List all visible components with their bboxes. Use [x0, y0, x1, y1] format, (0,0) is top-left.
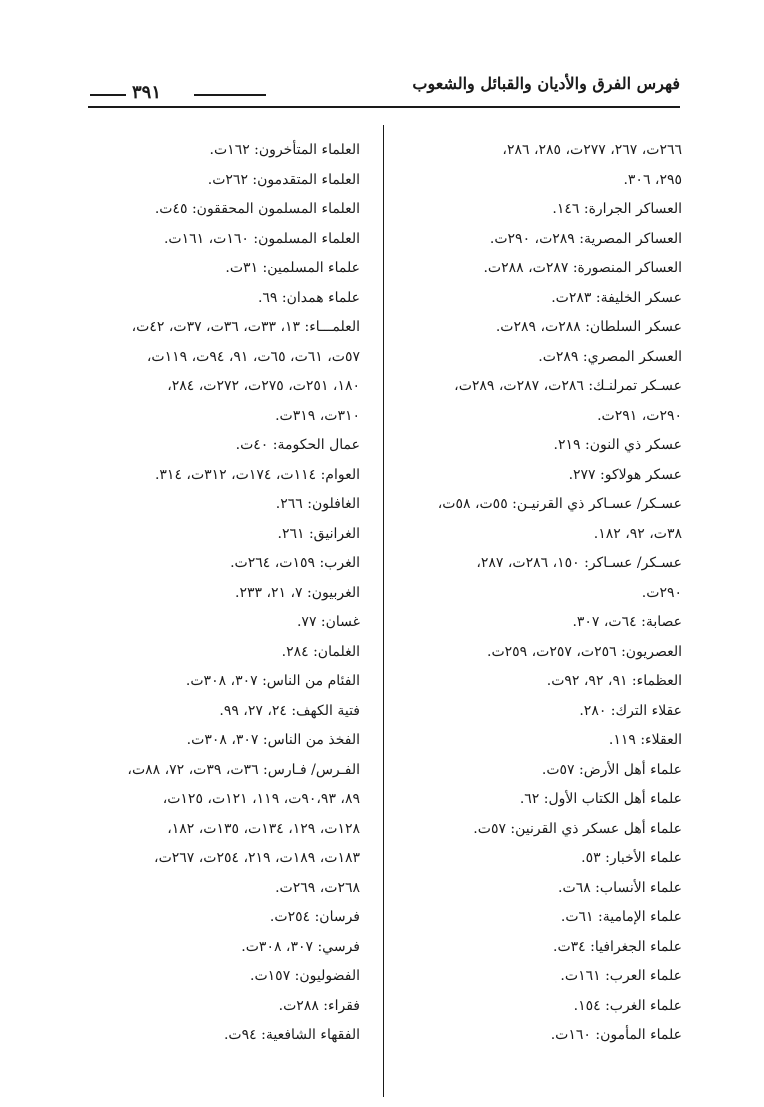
index-entry: علماء الغرب: ١٥٤.: [573, 997, 682, 1014]
index-column-left: [70, 136, 360, 1051]
index-entry: ٢٩٠ت.: [641, 584, 682, 601]
index-entry: الفضوليون: ١٥٧ت.: [250, 968, 360, 984]
index-entry: العساكر الجرارة: ١٤٦.: [552, 201, 682, 217]
index-entry: فرسي: ٣٠٧، ٣٠٨ت.: [241, 938, 360, 955]
index-entry: الفقهاء الشافعية: ٩٤ت.: [223, 1027, 360, 1043]
index-column-right: [392, 136, 682, 1051]
index-entry: علماء الأخبار: ٥٣.: [581, 850, 682, 866]
index-entry: العلماء المسلمون: ١٦٠ت، ١٦١ت.: [163, 230, 360, 247]
index-entry: العسكر المصري: ٢٨٩ت.: [538, 348, 682, 365]
index-entry: علماء أهل الكتاب الأول: ٦٢.: [519, 791, 682, 807]
running-title: فهرس الفرق والأديان والقبائل والشعوب: [412, 74, 680, 93]
index-entry: الغلمان: ٢٨٤.: [281, 643, 360, 660]
index-entry: ٢٦٨ت، ٢٦٩ت.: [275, 879, 360, 896]
index-entry: ١٨٣ت، ١٨٩ت، ٢١٩، ٢٥٤ت، ٢٦٧ت،: [154, 850, 360, 866]
index-entry: عقلاء الترك: ٢٨٠.: [579, 702, 682, 719]
index-entry: علماء الجغرافيا: ٣٤ت.: [553, 938, 682, 955]
index-entry: الفخذ من الناس: ٣٠٧، ٣٠٨ت.: [186, 732, 360, 748]
index-entry: ٢٩٠ت، ٢٩١ت.: [597, 407, 682, 424]
index-entry: ٢٦٦ت، ٢٦٧، ٢٧٧ت، ٢٨٥، ٢٨٦،: [502, 142, 682, 158]
index-entry: غسان: ٧٧.: [296, 614, 360, 630]
index-entry: العساكر المنصورة: ٢٨٧ت، ٢٨٨ت.: [483, 260, 682, 276]
index-entry: العظماء: ٩١، ٩٢، ٩٢ت.: [546, 673, 682, 689]
index-entry: علماء أهل عسكر ذي القرنين: ٥٧ت.: [473, 820, 682, 837]
page-number: ٣٩١: [128, 82, 165, 103]
index-entry: ٣٨ت، ٩٢، ١٨٢.: [593, 525, 682, 542]
index-entry: علماء العرب: ١٦١ت.: [560, 968, 682, 984]
index-entry: العلماء المتأخرون: ١٦٢ت.: [209, 142, 360, 158]
index-entry: ٣١٠ت، ٣١٩ت.: [275, 407, 360, 424]
index-entry: عسكر السلطان: ٢٨٨ت، ٢٨٩ت.: [495, 319, 682, 335]
index-entry: علماء الأنساب: ٦٨ت.: [558, 879, 682, 896]
page-number-rule-right: [194, 94, 266, 96]
index-entry: ٢٩٥، ٣٠٦.: [623, 171, 682, 188]
index-entry: العساكر المصرية: ٢٨٩ت، ٢٩٠ت.: [489, 230, 682, 247]
header-rule: [88, 106, 680, 108]
column-divider: [383, 125, 384, 1097]
index-entry: العلمـــاء: ١٣، ٣٣ت، ٣٦ت، ٣٧ت، ٤٢ت،: [131, 319, 360, 335]
index-entry: عسـكر تمرلنـك: ٢٨٦ت، ٢٨٧ت، ٢٨٩ت،: [454, 378, 682, 394]
index-entry: عسكر ذي النون: ٢١٩.: [553, 437, 682, 453]
index-entry: العصريون: ٢٥٦ت، ٢٥٧ت، ٢٥٩ت.: [487, 643, 682, 660]
index-entry: عسكر هولاكو: ٢٧٧.: [568, 466, 682, 483]
index-entry: فتية الكهف: ٢٤، ٢٧، ٩٩.: [219, 702, 360, 719]
index-entry: فرسان: ٢٥٤ت.: [269, 909, 360, 925]
index-entry: عسكر الخليفة: ٢٨٣ت.: [551, 289, 682, 306]
index-entry: العلماء المتقدمون: ٢٦٢ت.: [207, 171, 360, 188]
index-entry: عصابة: ٦٤ت، ٣٠٧.: [572, 614, 682, 630]
page-number-rule-left: [90, 94, 126, 96]
index-entry: الغربيون: ٧، ٢١، ٢٣٣.: [235, 584, 360, 601]
index-entry: علماء همدان: ٦٩.: [257, 289, 360, 306]
index-entry: فقراء: ٢٨٨ت.: [278, 997, 360, 1014]
index-entry: علماء الإمامية: ٦١ت.: [560, 909, 682, 925]
index-entry: الغافلون: ٢٦٦.: [275, 496, 360, 512]
index-entry: عسـكر/ عسـاكر: ١٥٠، ٢٨٦ت، ٢٨٧،: [476, 555, 682, 571]
index-entry: ١٢٨ت، ١٢٩، ١٣٤ت، ١٣٥ت، ١٨٢،: [167, 820, 360, 837]
index-entry: العوام: ١١٤ت، ١٧٤ت، ٣١٢ت، ٣١٤.: [154, 466, 360, 483]
page-header: [88, 70, 680, 110]
index-entry: ١٨٠، ٢٥١ت، ٢٧٥ت، ٢٧٢ت، ٢٨٤،: [167, 378, 360, 394]
index-entry: عمال الحكومة: ٤٠ت.: [235, 437, 360, 453]
index-entry: ٥٧ت، ٦١ت، ٦٥ت، ٩١، ٩٤ت، ١١٩ت،: [146, 348, 360, 365]
index-entry: علماء المأمون: ١٦٠ت.: [550, 1027, 682, 1043]
index-entry: عسـكر/ عسـاكر ذي القرنيـن: ٥٥ت، ٥٨ت،: [437, 496, 682, 512]
index-entry: الفـرس/ فـارس: ٣٦ت، ٣٩ت، ٧٢، ٨٨ت،: [127, 761, 360, 778]
index-entry: ٨٩، ٩٠،٩٣ت، ١١٩، ١٢١ت، ١٢٥ت،: [162, 791, 360, 807]
index-entry: الغرب: ١٥٩ت، ٢٦٤ت.: [230, 555, 360, 571]
index-entry: علماء أهل الأرض: ٥٧ت.: [541, 761, 682, 778]
index-entry: علماء المسلمين: ٣١ت.: [225, 260, 360, 276]
index-entry: العقلاء: ١١٩.: [608, 732, 682, 748]
index-entry: الغرانيق: ٢٦١.: [277, 525, 360, 542]
index-entry: العلماء المسلمون المحققون: ٤٥ت.: [154, 201, 360, 217]
index-entry: الفئام من الناس: ٣٠٧، ٣٠٨ت.: [185, 673, 360, 689]
